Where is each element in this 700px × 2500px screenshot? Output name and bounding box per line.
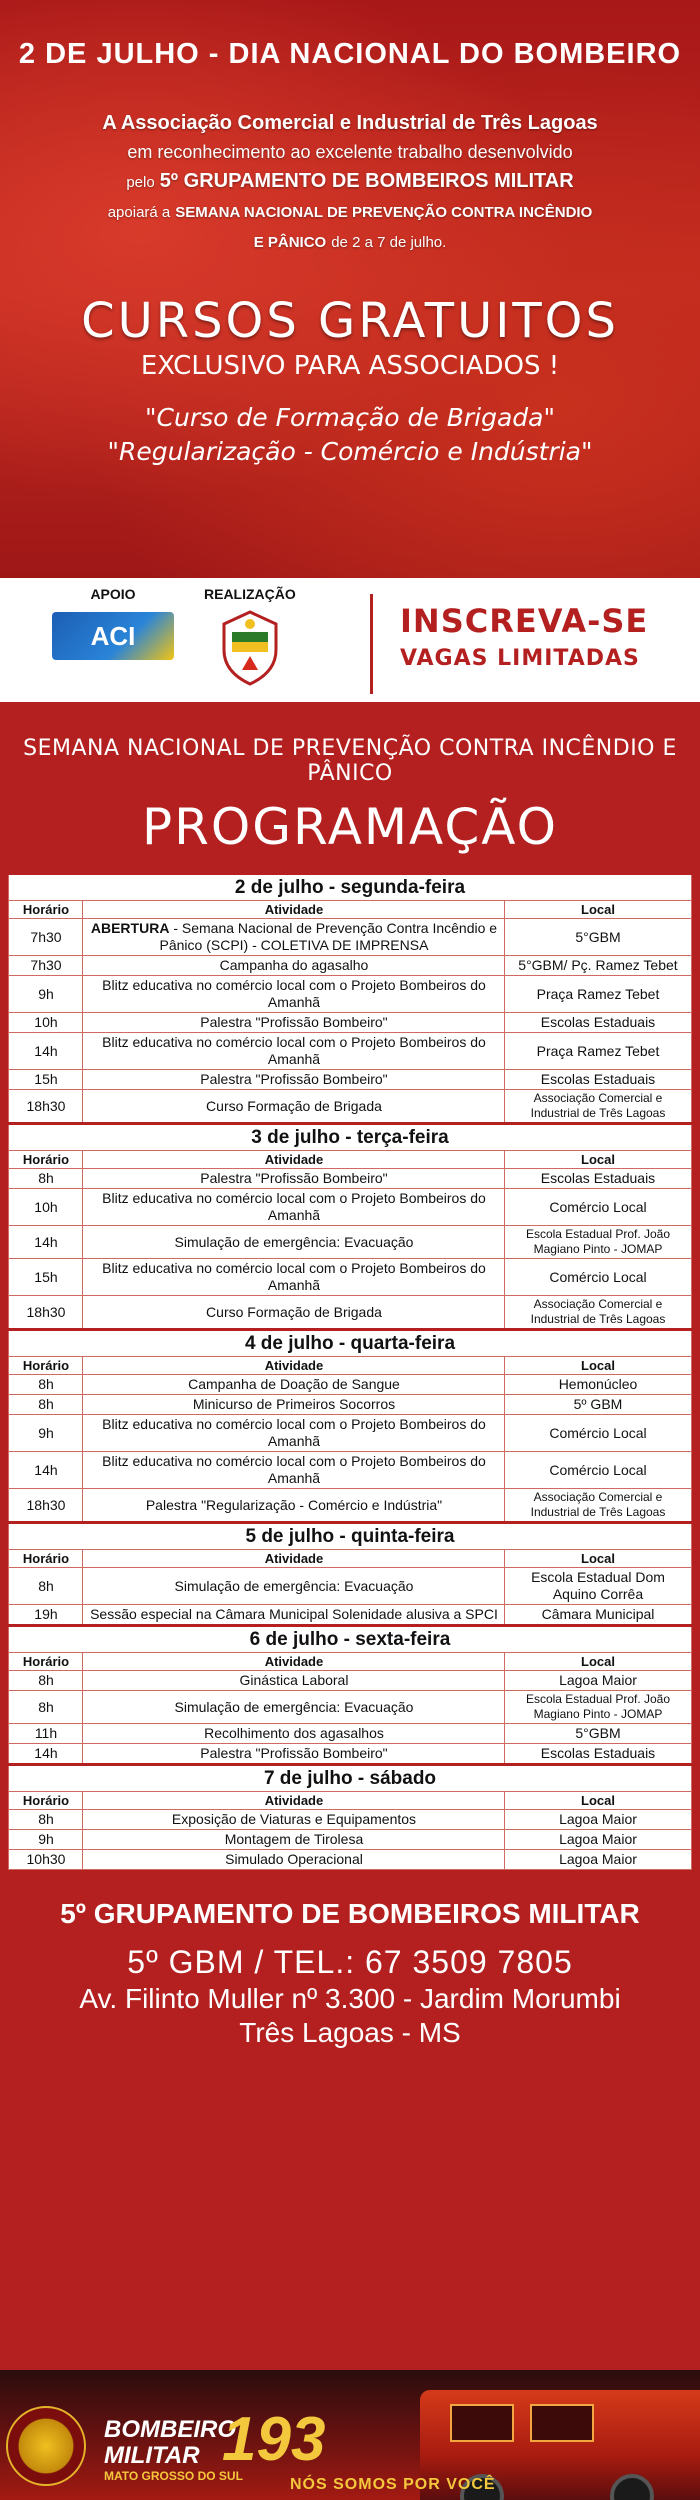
column-header-row <box>9 1550 691 1568</box>
cell-horario: 15h <box>9 1070 83 1090</box>
cell-horario: 9h <box>9 1830 83 1850</box>
schedule-row <box>9 1489 691 1523</box>
hero-banner <box>0 0 700 578</box>
cell-horario: 10h30 <box>9 1850 83 1870</box>
cell-horario: 8h <box>9 1375 83 1395</box>
cell-local: 5°GBM/ Pç. Ramez Tebet <box>505 956 691 976</box>
column-header: Atividade <box>83 901 505 919</box>
truck-wheel <box>610 2474 654 2500</box>
day-title-row <box>9 1523 691 1550</box>
column-header: Atividade <box>83 1792 505 1810</box>
day-title-row <box>9 1626 691 1653</box>
realizacao-label: REALIZAÇÃO <box>204 586 296 602</box>
cell-atividade: Blitz educativa no comércio local com o Projeto Bombeiros do Amanhã <box>83 976 505 1013</box>
cell-atividade: Curso Formação de Brigada <box>83 1090 505 1124</box>
cell-atividade: Ginástica Laboral <box>83 1671 505 1691</box>
schedule-row <box>9 1395 691 1415</box>
column-header: Local <box>505 1792 691 1810</box>
sponsor-bar <box>0 578 700 702</box>
cell-horario: 18h30 <box>9 1296 83 1330</box>
cell-local: Escola Estadual Dom Aquino Corrêa <box>505 1568 691 1605</box>
day-title-row <box>9 1765 691 1792</box>
truck-window <box>530 2404 594 2442</box>
column-header: Horário <box>9 1550 83 1568</box>
schedule-row <box>9 1169 691 1189</box>
schedule-row <box>9 976 691 1013</box>
cell-local: Escolas Estaduais <box>505 1013 691 1033</box>
cell-atividade: Blitz educativa no comércio local com o Projeto Bombeiros do Amanhã <box>83 1452 505 1489</box>
schedule-row <box>9 1605 691 1626</box>
cell-atividade: Blitz educativa no comércio local com o Projeto Bombeiros do Amanhã <box>83 1033 505 1070</box>
cell-local: Escolas Estaduais <box>505 1169 691 1189</box>
schedule-table <box>8 872 691 1870</box>
cell-local: Lagoa Maior <box>505 1671 691 1691</box>
cell-atividade: Palestra "Profissão Bombeiro" <box>83 1744 505 1765</box>
cell-local: Escolas Estaduais <box>505 1744 691 1765</box>
cell-horario: 8h <box>9 1568 83 1605</box>
semana-title: SEMANA NACIONAL DE PREVENÇÃO CONTRA INCÊNDIO E PÂNICO <box>23 736 677 786</box>
cell-local: Comércio Local <box>505 1415 691 1452</box>
cell-horario: 9h <box>9 976 83 1013</box>
schedule-row <box>9 919 691 956</box>
schedule-row <box>9 1744 691 1765</box>
column-header: Atividade <box>83 1653 505 1671</box>
day-title: 2 de julho - segunda-feira <box>9 874 691 901</box>
cell-local: Associação Comercial e Industrial de Três Lagoas <box>505 1090 691 1124</box>
apoio-label: APOIO <box>90 586 136 602</box>
cell-atividade-text: - Semana Nacional de Prevenção Contra Incêndio e Pânico (SCPI) - COLETIVA DE IMPRENSA <box>159 920 498 953</box>
cell-local: Escola Estadual Prof. João Magiano Pinto - JOMAP <box>505 1691 691 1724</box>
intro-text <box>0 109 700 257</box>
cell-atividade: Simulado Operacional <box>83 1850 505 1870</box>
cell-atividade: Simulação de emergência: Evacuação <box>83 1568 505 1605</box>
course-brigada: "Curso de Formação de Brigada" <box>145 403 555 432</box>
cell-local: Câmara Municipal <box>505 1605 691 1626</box>
cell-horario: 14h <box>9 1452 83 1489</box>
day-title: 3 de julho - terça-feira <box>9 1124 691 1151</box>
apoio-block <box>52 586 174 660</box>
footer-city: Três Lagoas - MS <box>239 2017 461 2048</box>
emergency-number: 193 <box>222 2405 326 2474</box>
column-header-row <box>9 1151 691 1169</box>
day-title-row <box>9 1330 691 1357</box>
cell-atividade: Simulação de emergência: Evacuação <box>83 1226 505 1259</box>
schedule-row <box>9 1070 691 1090</box>
intro-line-4: apoiará a SEMANA NACIONAL DE PREVENÇÃO CONTRA INCÊNDIO <box>107 204 593 221</box>
cell-local: Praça Ramez Tebet <box>505 976 691 1013</box>
cell-horario: 7h30 <box>9 919 83 956</box>
cell-atividade: Simulação de emergência: Evacuação <box>83 1691 505 1724</box>
cell-local: Comércio Local <box>505 1189 691 1226</box>
cell-horario: 7h30 <box>9 956 83 976</box>
programacao-header <box>0 702 700 856</box>
cell-local: Lagoa Maior <box>505 1810 691 1830</box>
column-header: Horário <box>9 1792 83 1810</box>
cell-local: Lagoa Maior <box>505 1830 691 1850</box>
cell-horario: 14h <box>9 1744 83 1765</box>
schedule-row <box>9 1724 691 1744</box>
schedule-row <box>9 956 691 976</box>
cell-local: Praça Ramez Tebet <box>505 1033 691 1070</box>
cell-atividade: Palestra "Profissão Bombeiro" <box>83 1070 505 1090</box>
schedule-row <box>9 1375 691 1395</box>
mato-grosso-text: MATO GROSSO DO SUL <box>104 2469 243 2483</box>
cell-local: Associação Comercial e Industrial de Três Lagoas <box>505 1296 691 1330</box>
column-header: Atividade <box>83 1357 505 1375</box>
schedule-row <box>9 1013 691 1033</box>
cell-atividade: Curso Formação de Brigada <box>83 1296 505 1330</box>
cell-local: Escola Estadual Prof. João Magiano Pinto - JOMAP <box>505 1226 691 1259</box>
column-header: Atividade <box>83 1550 505 1568</box>
cell-atividade: Recolhimento dos agasalhos <box>83 1724 505 1744</box>
date-title: 2 DE JULHO - DIA NACIONAL DO BOMBEIRO <box>18 38 682 70</box>
day-title: 7 de julho - sábado <box>9 1765 691 1792</box>
exclusivo-subtitle: EXCLUSIVO PARA ASSOCIADOS ! <box>140 351 560 381</box>
column-header: Local <box>505 1653 691 1671</box>
day-title-row <box>9 1124 691 1151</box>
cell-local: 5°GBM <box>505 919 691 956</box>
realizacao-block <box>204 586 296 691</box>
cell-horario: 18h30 <box>9 1090 83 1124</box>
cell-atividade: Minicurso de Primeiros Socorros <box>83 1395 505 1415</box>
cell-horario: 8h <box>9 1671 83 1691</box>
cell-atividade: Blitz educativa no comércio local com o Projeto Bombeiros do Amanhã <box>83 1259 505 1296</box>
schedule-row <box>9 1189 691 1226</box>
schedule-row <box>9 1671 691 1691</box>
cell-local: 5°GBM <box>505 1724 691 1744</box>
cell-horario: 15h <box>9 1259 83 1296</box>
cell-atividade-bold: ABERTURA <box>90 920 170 936</box>
column-header: Horário <box>9 1151 83 1169</box>
schedule-row <box>9 1415 691 1452</box>
cell-local: Escolas Estaduais <box>505 1070 691 1090</box>
column-header: Horário <box>9 901 83 919</box>
column-header: Local <box>505 1550 691 1568</box>
column-header-row <box>9 1653 691 1671</box>
cell-horario: 19h <box>9 1605 83 1626</box>
footer-contact <box>0 1870 700 2049</box>
bombeiros-crest-icon <box>218 610 282 686</box>
cell-atividade: Montagem de Tirolesa <box>83 1830 505 1850</box>
inscreva-block <box>400 602 648 671</box>
bottom-banner <box>0 2370 700 2500</box>
aci-logo: ACI <box>52 612 174 660</box>
inscreva-heading: INSCREVA-SE <box>400 602 649 640</box>
column-header: Horário <box>9 1357 83 1375</box>
course-regularizacao: "Regularização - Comércio e Indústria" <box>107 437 593 466</box>
bombeiro-text: BOMBEIRO <box>104 2416 236 2443</box>
cell-horario: 10h <box>9 1013 83 1033</box>
column-header-row <box>9 1792 691 1810</box>
cell-horario: 8h <box>9 1691 83 1724</box>
cell-local: Comércio Local <box>505 1452 691 1489</box>
schedule-row <box>9 1568 691 1605</box>
cell-horario: 10h <box>9 1189 83 1226</box>
divider <box>370 594 373 694</box>
schedule-row <box>9 1259 691 1296</box>
cell-atividade: Sessão especial na Câmara Municipal Solenidade alusiva a SPCI <box>83 1605 505 1626</box>
schedule-row <box>9 1452 691 1489</box>
schedule-row <box>9 1296 691 1330</box>
column-header: Local <box>505 1151 691 1169</box>
schedule-row <box>9 1033 691 1070</box>
column-header: Horário <box>9 1653 83 1671</box>
cell-atividade: Exposição de Viaturas e Equipamentos <box>83 1810 505 1830</box>
intro-line-1: A Associação Comercial e Industrial de Três Lagoas <box>102 112 598 134</box>
cell-horario: 11h <box>9 1724 83 1744</box>
cell-atividade: Palestra "Regularização - Comércio e Indústria" <box>83 1489 505 1523</box>
column-header: Atividade <box>83 1151 505 1169</box>
intro-line-3: pelo 5º GRUPAMENTO DE BOMBEIROS MILITAR <box>126 170 574 192</box>
column-header: Local <box>505 901 691 919</box>
intro-line-2: em reconhecimento ao excelente trabalho desenvolvido <box>127 142 573 162</box>
cursos-title: CURSOS GRATUITOS <box>81 293 619 349</box>
schedule-row <box>9 1691 691 1724</box>
column-header-row <box>9 901 691 919</box>
schedule-row <box>9 1226 691 1259</box>
cell-local: Associação Comercial e Industrial de Três Lagoas <box>505 1489 691 1523</box>
cell-horario: 9h <box>9 1415 83 1452</box>
schedule-row <box>9 1830 691 1850</box>
cell-atividade: Palestra "Profissão Bombeiro" <box>83 1169 505 1189</box>
cell-horario: 14h <box>9 1226 83 1259</box>
column-header-row <box>9 1357 691 1375</box>
cell-horario: 18h30 <box>9 1489 83 1523</box>
footer-address: Av. Filinto Muller nº 3.300 - Jardim Morumbi <box>79 1983 621 2014</box>
intro-line-5: E PÂNICO de 2 a 7 de julho. <box>253 234 447 251</box>
cell-horario: 8h <box>9 1169 83 1189</box>
cell-local: 5º GBM <box>505 1395 691 1415</box>
cell-horario: 14h <box>9 1033 83 1070</box>
schedule-row <box>9 1850 691 1870</box>
cell-atividade: Campanha do agasalho <box>83 956 505 976</box>
schedule-row <box>9 1810 691 1830</box>
day-title: 5 de julho - quinta-feira <box>9 1523 691 1550</box>
truck-window <box>450 2404 514 2442</box>
column-header: Local <box>505 1357 691 1375</box>
footer-gbm: 5º GRUPAMENTO DE BOMBEIROS MILITAR <box>60 1898 640 1929</box>
cell-local: Lagoa Maior <box>505 1850 691 1870</box>
vagas-limitadas: VAGAS LIMITADAS <box>400 646 640 671</box>
schedule-row <box>9 1090 691 1124</box>
slogan: NÓS SOMOS POR VOCÊ <box>290 2476 496 2493</box>
cell-atividade: Campanha de Doação de Sangue <box>83 1375 505 1395</box>
cell-horario: 8h <box>9 1810 83 1830</box>
footer-phone: 5º GBM / TEL.: 67 3509 7805 <box>127 1944 573 1980</box>
bombeiros-badge-icon <box>6 2406 86 2486</box>
cell-local: Comércio Local <box>505 1259 691 1296</box>
cell-atividade: Blitz educativa no comércio local com o Projeto Bombeiros do Amanhã <box>83 1189 505 1226</box>
day-title-row <box>9 874 691 901</box>
cell-horario: 8h <box>9 1395 83 1415</box>
cell-local: Hemonúcleo <box>505 1375 691 1395</box>
programacao-title: PROGRAMAÇÃO <box>142 798 558 856</box>
cell-atividade <box>83 919 505 956</box>
day-title: 6 de julho - sexta-feira <box>9 1626 691 1653</box>
militar-text: MILITAR <box>104 2442 200 2469</box>
day-title: 4 de julho - quarta-feira <box>9 1330 691 1357</box>
cell-atividade: Palestra "Profissão Bombeiro" <box>83 1013 505 1033</box>
cell-atividade: Blitz educativa no comércio local com o Projeto Bombeiros do Amanhã <box>83 1415 505 1452</box>
